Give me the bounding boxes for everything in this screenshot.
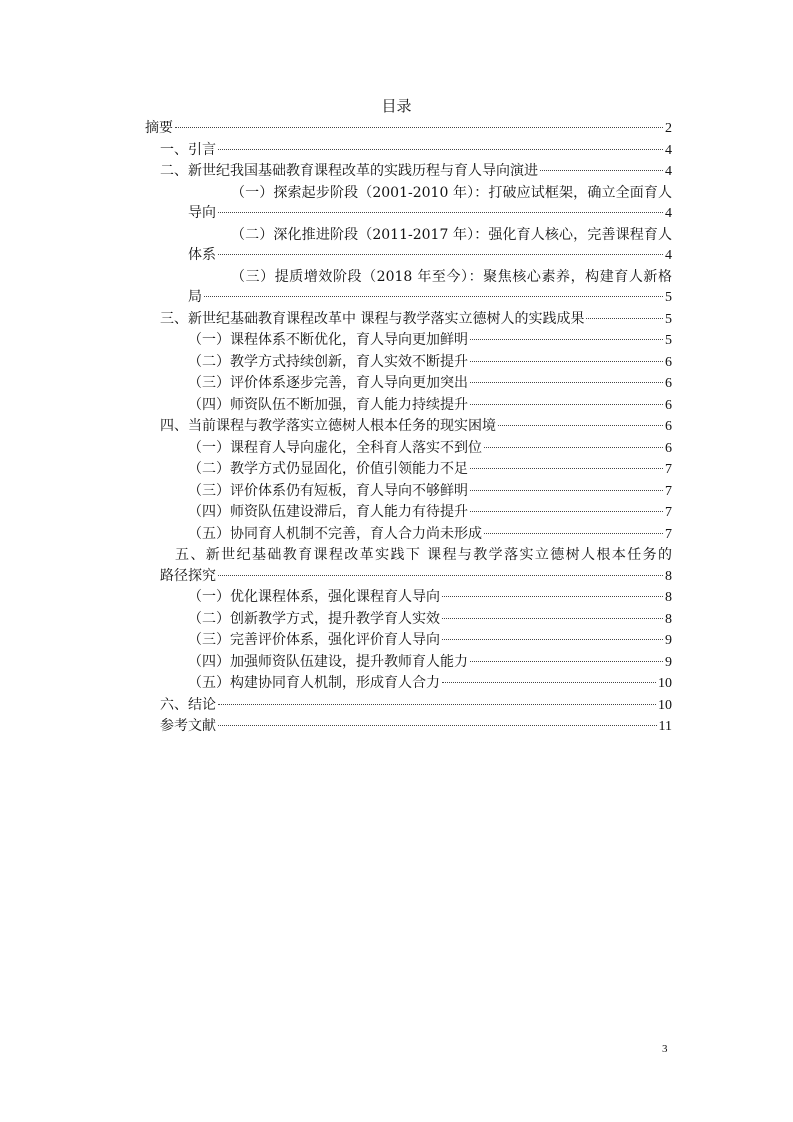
toc-title: 目录 bbox=[381, 97, 412, 115]
toc-entry-text: （二）深化推进阶段（2011-2017 年）：强化育人核心，完善课程育人 bbox=[231, 226, 672, 243]
toc-entry-text: 一、引言 bbox=[160, 141, 216, 158]
dot-leader bbox=[218, 725, 657, 726]
dot-leader bbox=[442, 639, 663, 640]
toc-entry-text: 五、新世纪基础教育课程改革实践下 课程与教学落实立德树人根本任务的 bbox=[175, 547, 672, 563]
dot-leader bbox=[218, 575, 663, 576]
toc-entry[interactable] bbox=[145, 183, 672, 225]
toc-page-number: 4 bbox=[665, 142, 672, 158]
toc-page-number: 9 bbox=[665, 633, 672, 648]
toc-entry-text: （三）评价体系逐步完善，育人导向更加突出 bbox=[188, 375, 468, 391]
toc-page-number: 7 bbox=[665, 505, 672, 520]
toc-entry[interactable] bbox=[145, 545, 672, 587]
toc-entry-text: （一）课程育人导向虚化，全科育人落实不到位 bbox=[188, 439, 482, 456]
toc-page-number: 6 bbox=[665, 376, 672, 391]
toc-entry-text: 二、新世纪我国基础教育课程改革的实践历程与育人导向演进 bbox=[160, 163, 538, 179]
toc-entry[interactable] bbox=[145, 459, 672, 481]
toc-entry[interactable] bbox=[145, 587, 672, 609]
toc-page-number: 8 bbox=[665, 590, 672, 605]
toc-entry[interactable] bbox=[145, 373, 672, 395]
toc-entry-text: 四、当前课程与教学落实立德树人根本任务的现实困境 bbox=[160, 418, 496, 434]
dot-leader bbox=[204, 296, 663, 297]
toc-entry-text: 导向 bbox=[188, 205, 216, 221]
toc-entry[interactable] bbox=[145, 524, 672, 546]
toc-page-number: 11 bbox=[658, 719, 672, 734]
toc-entry-text: （一）优化课程体系，强化课程育人导向 bbox=[188, 589, 440, 605]
dot-leader bbox=[442, 618, 663, 619]
toc-entry-text: （二）创新教学方式，提升教学育人实效 bbox=[188, 610, 440, 627]
toc-page-number: 8 bbox=[665, 568, 672, 584]
dot-leader bbox=[470, 661, 663, 662]
toc-entry[interactable] bbox=[145, 609, 672, 631]
toc-entry[interactable] bbox=[145, 118, 672, 140]
toc-page-number: 6 bbox=[665, 397, 672, 413]
dot-leader bbox=[498, 425, 663, 426]
toc-entry-text: 参考文献 bbox=[160, 718, 216, 734]
toc-entry[interactable] bbox=[145, 481, 672, 503]
toc-entry-text: （五）构建协同育人机制，形成育人合力 bbox=[188, 675, 440, 691]
toc-entry-text: （三）评价体系仍有短板，育人导向不够鲜明 bbox=[188, 482, 468, 499]
dot-leader bbox=[218, 149, 663, 150]
dot-leader bbox=[442, 596, 663, 597]
toc-entry[interactable] bbox=[145, 161, 672, 183]
dot-leader bbox=[470, 382, 663, 383]
toc-entry-text: （三）提质增效阶段（2018 年至今）：聚焦核心素养，构建育人新格 bbox=[231, 268, 672, 285]
toc-entry[interactable] bbox=[145, 630, 672, 652]
toc-entry[interactable] bbox=[145, 267, 672, 309]
toc-page-number: 5 bbox=[665, 333, 672, 348]
toc-page-number: 10 bbox=[658, 676, 672, 691]
toc-page-number: 9 bbox=[665, 654, 672, 670]
dot-leader bbox=[175, 127, 663, 128]
toc-page-number: 7 bbox=[665, 526, 672, 542]
toc-page-number: 5 bbox=[665, 290, 672, 305]
dot-leader bbox=[470, 404, 663, 405]
dot-leader bbox=[442, 682, 656, 683]
toc-entry-text: （二）教学方式持续创新，育人实效不断提升 bbox=[188, 353, 468, 370]
dot-leader bbox=[470, 468, 663, 469]
dot-leader bbox=[484, 533, 663, 534]
toc-entry-text: （四）师资队伍不断加强，育人能力持续提升 bbox=[188, 396, 468, 413]
toc-entry-text: （一）课程体系不断优化，育人导向更加鲜明 bbox=[188, 332, 468, 348]
toc-entry-text: （五）协同育人机制不完善，育人合力尚未形成 bbox=[188, 525, 482, 542]
toc-entry-text: （三）完善评价体系，强化评价育人导向 bbox=[188, 632, 440, 648]
toc-entry[interactable] bbox=[145, 352, 672, 374]
toc-entry[interactable] bbox=[145, 502, 672, 524]
toc-page-number: 7 bbox=[665, 462, 672, 477]
toc-entry-text: （四）师资队伍建设滞后，育人能力有待提升 bbox=[188, 504, 468, 520]
toc-entry-text: 摘要 bbox=[145, 120, 173, 136]
dot-leader bbox=[540, 170, 663, 171]
toc-entry[interactable] bbox=[145, 716, 672, 738]
page-number: 3 bbox=[662, 1043, 668, 1055]
toc-entry[interactable] bbox=[145, 652, 672, 674]
toc-entry-text: （一）探索起步阶段（2001-2010 年）：打破应试框架，确立全面育人 bbox=[231, 184, 672, 201]
toc-entry[interactable] bbox=[145, 309, 672, 331]
toc-page-number: 2 bbox=[665, 121, 672, 136]
toc-entry[interactable] bbox=[145, 438, 672, 460]
toc-page-number: 6 bbox=[665, 419, 672, 434]
dot-leader bbox=[218, 212, 663, 213]
dot-leader bbox=[470, 511, 663, 512]
toc-page-number: 4 bbox=[665, 206, 672, 221]
table-of-contents bbox=[145, 118, 672, 738]
toc-page-number: 6 bbox=[665, 354, 672, 370]
toc-entry[interactable] bbox=[145, 695, 672, 717]
toc-entry-text: 六、结论 bbox=[160, 696, 216, 713]
dot-leader bbox=[586, 318, 663, 319]
toc-page-number: 5 bbox=[665, 311, 672, 327]
toc-entry-text: 路径探究 bbox=[160, 567, 216, 584]
toc-entry[interactable] bbox=[145, 330, 672, 352]
toc-entry[interactable] bbox=[145, 416, 672, 438]
dot-leader bbox=[218, 254, 663, 255]
toc-entry-text: 三、新世纪基础教育课程改革中 课程与教学落实立德树人的实践成果 bbox=[160, 310, 585, 327]
dot-leader bbox=[484, 447, 663, 448]
toc-page-number: 6 bbox=[665, 440, 672, 456]
dot-leader bbox=[470, 339, 663, 340]
toc-page-number: 4 bbox=[665, 164, 672, 179]
toc-entry-text: （四）加强师资队伍建设，提升教师育人能力 bbox=[188, 653, 468, 670]
toc-entry[interactable] bbox=[145, 395, 672, 417]
toc-entry[interactable] bbox=[145, 225, 672, 267]
toc-entry[interactable] bbox=[145, 140, 672, 162]
toc-page-number: 8 bbox=[665, 611, 672, 627]
toc-page-number: 4 bbox=[665, 248, 672, 263]
dot-leader bbox=[218, 704, 656, 705]
dot-leader bbox=[470, 490, 663, 491]
toc-entry[interactable] bbox=[145, 673, 672, 695]
toc-page-number: 7 bbox=[665, 483, 672, 499]
toc-entry-text: 局 bbox=[188, 289, 202, 305]
toc-entry-text: 体系 bbox=[188, 247, 216, 263]
dot-leader bbox=[470, 361, 663, 362]
toc-page-number: 10 bbox=[658, 697, 672, 713]
toc-entry-text: （二）教学方式仍显固化，价值引领能力不足 bbox=[188, 461, 468, 477]
